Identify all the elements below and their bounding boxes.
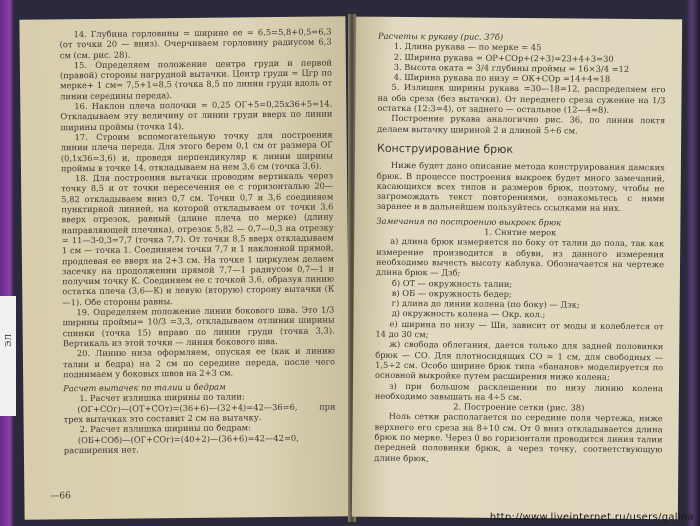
note-h: з) при большом расклешении по низу линию колена необходимо завышать на 4÷5 см. xyxy=(374,380,664,402)
left-page-text xyxy=(59,26,335,455)
section-title-darts: Расчет вытачек по талии и бедрам xyxy=(63,381,226,394)
note-e: д) окружность колена — Окр. кол.; xyxy=(391,308,546,320)
page-number: —66 xyxy=(50,490,71,502)
calc-line-3: 2. Расчет излишка ширины по бедрам: xyxy=(79,422,251,435)
notes-subtitle: 1. Снятие мерок xyxy=(484,226,557,238)
calc-line-2: (ОГ+СОг)—(ОТ+СОт)=(36+6)—(32+4)=42—36=6, при трех вытачках это составит 2 см на вытачку. xyxy=(63,401,336,425)
paragraph-14: 14. Глубина горловины = ширине ее = 6,5=5,8+0,5=6,3 (от точки 20 — вниз). Очерчиваем горловину радиусом 6,3 см (см. рис. 28). xyxy=(59,26,332,60)
sticker-text: ЭЛ xyxy=(3,334,13,347)
notes-title: Замечания по построению выкроек брюк xyxy=(376,215,562,228)
paragraph-16: 16. Наклон плеча полочки = 0,25 ОГ+5=0,25х36+5=14. Откладываем эту величину от линии груди вверх по линии ширины проймы (точка 14). xyxy=(60,98,333,132)
sleeve-line-1: 1. Длина рукава — по мерке = 45 xyxy=(393,41,542,53)
sleeve-line-5: 5. Излишек ширины рукава =30—18=12, распределяем его на оба среза (без вытачки). От переднего среза сужение на 1/3 остатка (12:3=4), от заднего — остальное (12—4=8). xyxy=(377,82,666,115)
paragraph-20: 20. Линию низа оформляем, опуская ее (как и линию талии и бедра) на 2 см по середине переда, после чего поднимаем у боковых швов на 2+3 см. xyxy=(62,345,336,380)
note-c: в) ОБ — окружность бедер; xyxy=(391,287,512,299)
sleeve-header: Расчеты к рукаву (рис. 37б) xyxy=(377,30,504,42)
paragraph-19: 19. Определяем положение линии бокового шва. Это 1/3 ширины проймы= 10/3 =3,3, откладываем отлинии ширины спинки (точка 15) вправо по линии груди (точка 3,3). Вертикаль из этой точки — линия бокового шва. xyxy=(62,304,335,349)
sleeve-note: Построение рукава аналогично рис. 36, по линии локтя делаем вытачку шириной 2 и длиной 5÷6 см. xyxy=(377,113,666,136)
right-page xyxy=(352,17,682,520)
watermark-link[interactable]: http://www.liveinternet.ru/users/galina xyxy=(489,512,694,523)
note-b: б) ОТ — окружность талии; xyxy=(391,277,513,289)
intro-paragraph: Ниже будет дано описание метода конструирования дамских брюк. В процессе построения выкроек будет много замечаний, касающихся всех типов и размеров брюк, поэтому, чтобы не загромождать текст повторениями, ознакомьтесь с ними заранее и в дальнейшем пользуйтесь ссылками на них. xyxy=(376,160,665,214)
paragraph-17: 17. Строим вспомогательную точку для построения линии плеча переда. Для этого берем 0,1 см от размера ОГ (0,1х36=3,6) и, проведя перпендикуляр к линии ширины проймы в точке 14, откладываем на нем 3,6 см (точка 3,6). xyxy=(60,129,333,174)
calc-line-1: 1. Расчет излишка ширины по талии: xyxy=(79,391,245,404)
section-heading: Конструирование брюк xyxy=(376,141,514,156)
paragraph-18: 18. Для построения вытачки проводим вертикаль через точку 8,5 и от точки пересечения ее с горизонталью 20—5,82 откладываем вниз 0,7 см. Точки 0,7 и 3,6 соединяем пунктирной линией, на которой откладываем от точки 3,6 вверх отрезок, равный (длине плеча по мерке) (длину направляющей плечика), отрезок 5,82 — 0,7—0,3 на отрезку = 11—3-0,3=7,7 (точка 7,7). От точки 8,5 вверх откладываем 1 см — точка 1. Соединяем точки 7,7 и 1 наклонной прямой, продлевая ее вверх на 2+3 см. На точке 1 циркулем делаем засечку на продолжении прямой 7,7—1 радиусом 0,7—1 и получим точку К. Соединяем ее с точкой 3,6, образуя линию остатка плеча (3,6—К) и левую (вторую) сторону вытачки (К—1). Обе стороны равны. xyxy=(61,170,335,308)
left-page xyxy=(19,16,350,519)
right-page-text xyxy=(374,27,666,465)
note-f: е) ширина по низу — Шн, зависит от моды и колеблется от 14 до 30 см; xyxy=(375,318,664,340)
paragraph-15: 15. Определяем положение центра груди и первой (правой) стороны нагрудной вытачки. Центр груди = Цгр по мерке+ 1 см= 7,5+1=8,5 (точка 8,5 по линии груди вдоль от линии середины переда). xyxy=(59,57,333,102)
sleeve-line-4: 4. Ширина рукава по низу = ОК+СОр =14+4=18 xyxy=(393,72,611,84)
note-a: а) длина брюк измеряется по боку от талии до пола, так как измерение производится в обуви, из данного измерения необходимо вычесть высоту каблука. Обозначается на чертеже длина брюк — Дзб; xyxy=(375,236,665,278)
grid-text: Ноль сетки располагается по середине поля чертежа, ниже верхнего его среза на 8÷10 см. От 0 вниз откладывается длина брюк по мерке. Через 0 во горизонтали проводится линия талии передней половинки брюк, а через точку, соответствующую длине брюк, xyxy=(374,411,663,463)
grid-title: 2. Построение сетки (рис. 38) xyxy=(453,401,585,413)
spine-sticker xyxy=(0,296,16,416)
sleeve-line-2: 2. Ширина рукава = ОР+СОр+(2+3)=23+4+3=30 xyxy=(393,51,614,64)
calc-line-4: (ОБ+СОб)—(ОГ+СОг)=(40+2)—(36+6)=42—42=0, расширения нет. xyxy=(63,432,299,456)
note-d: г) длина до линии колена (по боку) — Дзк; xyxy=(391,298,580,310)
sleeve-line-3: 3. Высота оката = 3/4 глубины проймы = 16×3/4 =12 xyxy=(393,61,630,74)
note-g: ж) свобода облегания, дается только для задней половинки брюк — СО. Для плотносидящих СО = 1 см, для свободных — 1,5÷2 см. Особо ширине брюк типа «бананов» моделируется по основной выкройке путем расширения ниже колена; xyxy=(375,339,664,383)
